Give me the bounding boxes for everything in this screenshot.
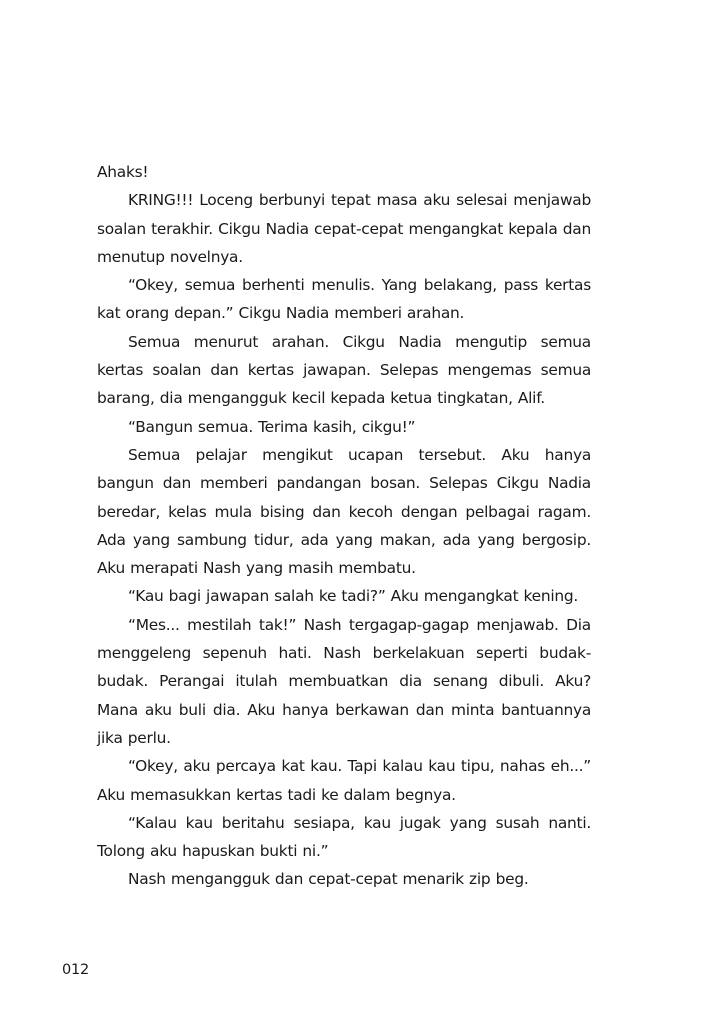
paragraph-11: Nash mengangguk dan cepat-cepat menarik zip beg.	[128, 870, 529, 889]
paragraph-2: KRING!!! Loceng berbunyi tepat masa aku selesai menjawab soalan terakhir. Cikgu Nadia cepat-cepat mengangkat kepala dan menutup novelnya.	[97, 191, 591, 266]
paragraph-8: “Mes... mestilah tak!” Nash tergagap-gagap menjawab. Dia menggeleng sepenuh hati. Nash berkelakuan seperti budak-budak. Perangai itulah membuatkan dia senang dibuli. Aku? Mana aku buli dia. Aku hanya berkawan dan minta bantuannya jika perlu.	[97, 615, 591, 747]
paragraph-3: “Okey, semua berhenti menulis. Yang belakang, pass kertas kat orang depan.” Cikgu Nadia memberi arahan.	[97, 276, 591, 323]
paragraph-10: “Kalau kau beritahu sesiapa, kau jugak yang susah nanti. Tolong aku hapuskan bukti ni.”	[97, 813, 591, 861]
paragraph-6: Semua pelajar mengikut ucapan tersebut. Aku hanya bangun dan memberi pandangan bosan. Selepas Cikgu Nadia beredar, kelas mula bising dan kecoh dengan pelbagai ragam. Ada yang sambung tidur, ada yang makan, ada yang bergosip. Aku merapati Nash yang masih membatu.	[97, 445, 591, 578]
paragraph-9: “Okey, aku percaya kat kau. Tapi kalau kau tipu, nahas eh...” Aku memasukkan kertas tadi ke dalam begnya.	[97, 757, 591, 804]
paragraph-7: “Kau bagi jawapan salah ke tadi?” Aku mengangkat kening.	[128, 587, 579, 606]
paragraph-5: “Bangun semua. Terima kasih, cikgu!”	[128, 417, 416, 436]
paragraph-4: Semua menurut arahan. Cikgu Nadia mengutip semua kertas soalan dan kertas jawapan. Selepas mengemas semua barang, dia mengangguk kecil kepada ketua tingkatan, Alif.	[97, 332, 591, 408]
body-text	[97, 158, 591, 894]
page-number: 012	[62, 962, 90, 978]
paragraph-1: Ahaks!	[97, 163, 149, 181]
